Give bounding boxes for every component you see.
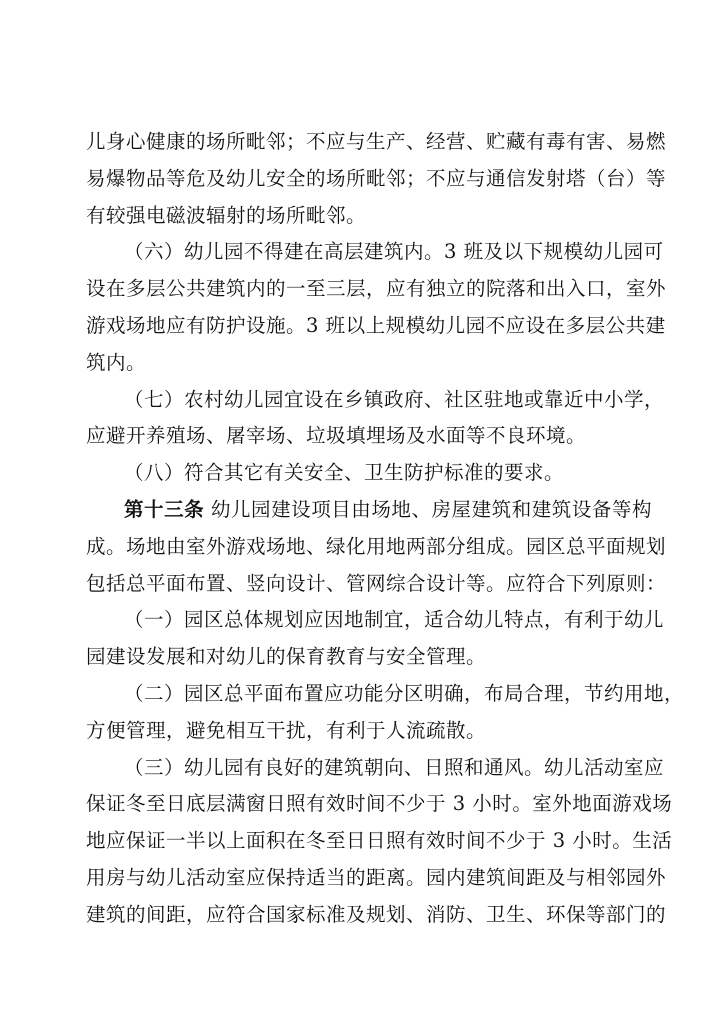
article-heading: 第十三条 <box>124 497 205 521</box>
article-text: 幼儿园建设项目由场地、房屋建筑和建筑设备等构 <box>204 497 652 521</box>
text-line: 设在多层公共建筑内的一至三层，应有独立的院落和出入口，室外 <box>86 277 667 301</box>
text-line: 筑内。 <box>86 350 147 374</box>
text-line: （八）符合其它有关安全、卫生防护标准的要求。 <box>124 461 565 485</box>
text-line: （三）幼儿园有良好的建筑朝向、日照和通风。幼儿活动室应 <box>124 755 665 779</box>
document-body <box>86 124 685 934</box>
text-line: 易爆物品等危及幼儿安全的场所毗邻；不应与通信发射塔（台）等 <box>86 166 667 190</box>
text-line: 儿身心健康的场所毗邻；不应与生产、经营、贮藏有毒有害、易燃 <box>86 130 667 153</box>
text-line: 建筑的间距，应符合国家标准及规划、消防、卫生、环保等部门的 <box>86 902 667 926</box>
article-line <box>86 492 652 529</box>
text-line: 包括总平面布置、竖向设计、管网综合设计等。应符合下列原则： <box>86 571 667 595</box>
text-line: 方便管理，避免相互干扰，有利于人流疏散。 <box>86 718 487 742</box>
text-line: （一）园区总体规划应因地制宜，适合幼儿特点，有利于幼儿 <box>124 608 665 632</box>
text-line: 成。场地由室外游戏场地、绿化用地两部分组成。园区总平面规划 <box>86 534 667 558</box>
text-line: 用房与幼儿活动室应保持适当的距离。园内建筑间距及与相邻园外 <box>86 865 667 889</box>
text-line: 地应保证一半以上面积在冬至日日照有效时间不少于 3 小时。生活 <box>86 829 673 853</box>
text-line: （六）幼儿园不得建在高层建筑内。3 班及以下规模幼儿园可 <box>124 240 664 264</box>
text-line: 园建设发展和对幼儿的保育教育与安全管理。 <box>86 645 487 669</box>
text-line: 应避开养殖场、屠宰场、垃圾填埋场及水面等不良环境。 <box>86 424 587 448</box>
text-line: （二）园区总平面布置应功能分区明确，布局合理，节约用地， <box>124 681 685 705</box>
text-line: 有较强电磁波辐射的场所毗邻。 <box>86 203 367 227</box>
text-line: （七）农村幼儿园宜设在乡镇政府、社区驻地或靠近中小学， <box>124 387 665 411</box>
text-line: 保证冬至日底层满窗日照有效时间不少于 3 小时。室外地面游戏场 <box>86 792 673 816</box>
text-line: 游戏场地应有防护设施。3 班以上规模幼儿园不应设在多层公共建 <box>86 313 666 337</box>
